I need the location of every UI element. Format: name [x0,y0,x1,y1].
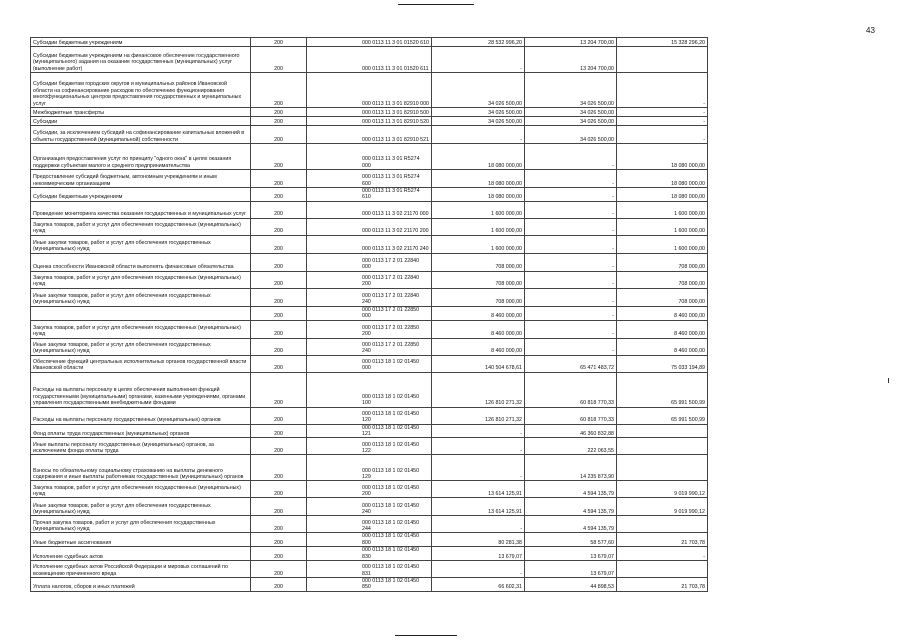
row-value-remaining: 21 703,78 [617,578,708,592]
row-code: 200 [251,38,307,47]
row-name: Проведение мониторинга качества оказания государственных и муниципальных услуг [31,201,251,218]
row-code: 200 [251,188,307,202]
row-value-approved: 28 532 996,20 [432,38,525,47]
row-code: 200 [251,355,307,372]
table-row [31,533,708,547]
row-code: 200 [251,306,307,320]
row-name: Межбюджетные трансферты [31,108,251,117]
row-name: Прочая закупка товаров, работ и услуг для обеспечения государственных (муниципальных) нужд [31,516,251,533]
table-row [31,355,708,372]
row-kcsr: 000 0113 11 3 01 R5274 610 [307,188,432,202]
row-value-remaining [617,455,708,481]
row-value-approved: - [432,126,525,144]
row-value-executed: 4 594 135,79 [525,481,617,498]
row-value-approved: 34 026 500,00 [432,108,525,117]
table-row [31,306,708,320]
row-code: 200 [251,547,307,561]
row-value-approved: 1 600 000,00 [432,201,525,218]
row-value-remaining [617,438,708,455]
row-kcsr: 000 0113 11 3 01 R5274 600 [307,170,432,188]
table-row [31,235,708,253]
margin-mark [888,378,889,383]
row-value-executed: - [525,306,617,320]
row-value-remaining: 8 460 000,00 [617,306,708,320]
row-code: 200 [251,47,307,73]
row-value-executed: - [525,144,617,170]
table-row [31,438,708,455]
table-row [31,288,708,306]
row-value-remaining: 1 600 000,00 [617,235,708,253]
table-row [31,218,708,235]
row-name: Фонд оплаты труда государственных (муниципальных) органов [31,424,251,438]
table-row [31,481,708,498]
row-value-approved: 13 679,07 [432,547,525,561]
row-code: 200 [251,108,307,117]
row-name: Иные закупки товаров, работ и услуг для обеспечения государственных (муниципальных) нужд [31,288,251,306]
row-code: 200 [251,126,307,144]
row-value-remaining: - [617,73,708,108]
table-row [31,126,708,144]
table-row [31,117,708,126]
row-code: 200 [251,516,307,533]
row-kcsr: 000 0113 18 1 02 01450 800 [307,533,432,547]
table-row [31,253,708,271]
row-value-remaining [617,516,708,533]
row-kcsr: 000 0113 11 3 01 01520 611 [307,47,432,73]
row-value-remaining: 65 991 500,99 [617,407,708,424]
table-row [31,372,708,407]
row-kcsr: 000 0113 18 1 02 01450 000 [307,355,432,372]
row-code: 200 [251,235,307,253]
row-kcsr: 000 0113 18 1 02 01450 121 [307,424,432,438]
row-value-approved: - [432,516,525,533]
row-name: Организация предоставления услуг по принципу "одного окна" в целях оказания поддержки субъектам малого и среднего предпринимательства [31,144,251,170]
row-value-executed: 34 026 500,00 [525,126,617,144]
table-row [31,38,708,47]
row-value-remaining: 18 080 000,00 [617,170,708,188]
row-value-remaining: 1 600 000,00 [617,201,708,218]
row-value-approved: 8 460 000,00 [432,338,525,355]
row-name: Расходы на выплаты персоналу в целях обеспечения выполнения функций государственными (муниципальными) органами, казенными учреждениями, органами управления государственными внебюджетными фондами [31,372,251,407]
table-row [31,338,708,355]
row-kcsr: 000 0113 17 2 01 22850 000 [307,306,432,320]
row-value-approved: 34 026 500,00 [432,117,525,126]
row-name: Субсидии бюджетам городских округов и муниципальных районов Ивановской области на софинансирование расходов по обеспечению функционирования многофункциональных центров предоставления государственных и муниципальных услуг [31,73,251,108]
row-name: Субсидии бюджетным учреждениям на финансовое обеспечение государственного (муниципального) задания на оказание государственных (муниципальных) услуг (выполнение работ) [31,47,251,73]
row-kcsr: 000 0113 17 2 01 22850 200 [307,320,432,338]
row-value-executed: 60 818 770,33 [525,407,617,424]
row-value-approved: 18 080 000,00 [432,144,525,170]
table-row [31,320,708,338]
row-value-executed: 13 204 700,00 [525,47,617,73]
row-value-approved: 708 000,00 [432,288,525,306]
row-value-executed: 14 235 873,90 [525,455,617,481]
row-kcsr: 000 0113 11 3 01 01520 610 [307,38,432,47]
row-value-approved: 126 810 271,32 [432,407,525,424]
row-code: 200 [251,288,307,306]
row-name: Исполнение судебных актов [31,547,251,561]
row-code: 200 [251,73,307,108]
row-value-executed: - [525,338,617,355]
row-name: Иные закупки товаров, работ и услуг для обеспечения государственных (муниципальных) нужд [31,498,251,516]
row-value-approved: 708 000,00 [432,271,525,288]
row-name: Иные бюджетные ассигнования [31,533,251,547]
row-value-remaining: 708 000,00 [617,253,708,271]
row-value-remaining: 75 033 194,89 [617,355,708,372]
row-code: 200 [251,372,307,407]
row-name: Субсидии бюджетным учреждениям [31,38,251,47]
row-value-remaining: - [617,547,708,561]
row-value-executed: - [525,218,617,235]
row-kcsr: 000 0113 11 3 02 21170 240 [307,235,432,253]
row-value-remaining: 65 991 500,99 [617,372,708,407]
row-kcsr: 000 0113 18 1 02 01450 830 [307,547,432,561]
row-code: 200 [251,498,307,516]
footer-rule [395,635,457,636]
row-kcsr: 000 0113 11 3 02 21170 200 [307,218,432,235]
row-value-remaining [617,424,708,438]
row-kcsr: 000 0113 18 1 02 01450 200 [307,481,432,498]
row-code: 200 [251,578,307,592]
table-row [31,108,708,117]
table-row [31,578,708,592]
row-value-approved: 18 080 000,00 [432,170,525,188]
row-value-approved: 13 614 125,91 [432,498,525,516]
row-value-executed: 34 026 500,00 [525,73,617,108]
row-value-approved: 13 614 125,91 [432,481,525,498]
row-kcsr: 000 0113 11 3 01 R5274 000 [307,144,432,170]
row-value-approved: 80 281,38 [432,533,525,547]
row-value-approved: 8 460 000,00 [432,306,525,320]
row-code: 200 [251,481,307,498]
header-rule [398,4,474,5]
row-value-approved: - [432,561,525,578]
row-kcsr: 000 0113 17 2 01 22840 000 [307,253,432,271]
page-number: 43 [866,26,875,35]
row-name: Оценка способности Ивановской области выполнять финансовые обязательства [31,253,251,271]
row-value-approved: 66 602,31 [432,578,525,592]
row-value-approved: 1 600 000,00 [432,218,525,235]
row-value-executed: - [525,188,617,202]
row-kcsr: 000 0113 18 1 02 01450 850 [307,578,432,592]
row-kcsr: 000 0113 18 1 02 01450 129 [307,455,432,481]
row-name: Взносы по обязательному социальному страхованию на выплаты денежного содержания и иные выплаты работникам государственных (муниципальных) органов [31,455,251,481]
row-name: Предоставление субсидий бюджетным, автономным учреждениям и иным некоммерческим организациям [31,170,251,188]
row-value-remaining: 21 703,78 [617,533,708,547]
row-name: Иные закупки товаров, работ и услуг для обеспечения государственных (муниципальных) нужд [31,235,251,253]
row-code: 200 [251,438,307,455]
row-code: 200 [251,407,307,424]
row-value-executed: 4 594 135,79 [525,498,617,516]
row-name: Исполнение судебных актов Российской Федерации и мировых соглашений по возмещению причиненного вреда [31,561,251,578]
row-value-approved: 34 026 500,00 [432,73,525,108]
row-kcsr: 000 0113 18 1 02 01450 100 [307,372,432,407]
row-name: Субсидии, за исключением субсидий на софинансирование капитальных вложений в объекты государственной (муниципальной) собственности [31,126,251,144]
table-row [31,547,708,561]
row-value-executed: 65 471 483,72 [525,355,617,372]
row-code: 200 [251,117,307,126]
row-kcsr: 000 0113 17 2 01 22840 240 [307,288,432,306]
row-value-approved: - [432,424,525,438]
table-body [31,38,708,592]
row-value-executed: 13 204 700,00 [525,38,617,47]
row-value-executed: 34 026 500,00 [525,108,617,117]
row-name: Закупка товаров, работ и услуг для обеспечения государственных (муниципальных) нужд [31,271,251,288]
row-value-approved: 18 080 000,00 [432,188,525,202]
row-value-executed: - [525,288,617,306]
row-kcsr: 000 0113 18 1 02 01450 120 [307,407,432,424]
table-row [31,407,708,424]
row-kcsr: 000 0113 18 1 02 01450 122 [307,438,432,455]
row-value-executed: 58 577,60 [525,533,617,547]
row-value-executed: 46 360 832,88 [525,424,617,438]
row-name: Иные закупки товаров, работ и услуг для обеспечения государственных (муниципальных) нужд [31,338,251,355]
row-code: 200 [251,218,307,235]
row-code: 200 [251,455,307,481]
row-kcsr: 000 0113 11 3 02 21170 000 [307,201,432,218]
row-code: 200 [251,561,307,578]
table-row [31,516,708,533]
row-value-approved: - [432,455,525,481]
row-kcsr: 000 0113 18 1 02 01450 244 [307,516,432,533]
table-row [31,561,708,578]
row-name: Уплата налогов, сборов и иных платежей [31,578,251,592]
row-value-remaining [617,47,708,73]
table-row [31,271,708,288]
row-code: 200 [251,201,307,218]
row-value-approved: 126 810 271,32 [432,372,525,407]
row-kcsr: 000 0113 17 2 01 22850 240 [307,338,432,355]
budget-table [30,37,708,592]
row-value-remaining: - [617,126,708,144]
row-value-executed: - [525,320,617,338]
row-value-executed: 222 063,55 [525,438,617,455]
table-row [31,424,708,438]
row-value-executed: 13 679,07 [525,547,617,561]
row-code: 200 [251,320,307,338]
row-value-remaining: 8 460 000,00 [617,338,708,355]
row-value-approved: 8 460 000,00 [432,320,525,338]
row-value-executed: - [525,271,617,288]
row-name: Закупка товаров, работ и услуг для обеспечения государственных (муниципальных) нужд [31,320,251,338]
row-value-remaining: 708 000,00 [617,271,708,288]
row-value-remaining: 18 080 000,00 [617,144,708,170]
table-row [31,188,708,202]
row-code: 200 [251,533,307,547]
row-code: 200 [251,253,307,271]
table-row [31,47,708,73]
row-value-executed: - [525,253,617,271]
row-value-executed: - [525,201,617,218]
table-row [31,455,708,481]
row-value-remaining: 8 460 000,00 [617,320,708,338]
row-value-executed: 34 026 500,00 [525,117,617,126]
row-name: Закупка товаров, работ и услуг для обеспечения государственных (муниципальных) нужд [31,218,251,235]
row-kcsr: 000 0113 11 3 01 82910 520 [307,117,432,126]
row-code: 200 [251,144,307,170]
row-value-remaining: - [617,117,708,126]
row-name: Субсидии [31,117,251,126]
row-code: 200 [251,170,307,188]
row-value-remaining: 708 000,00 [617,288,708,306]
table-row [31,498,708,516]
row-value-remaining: 9 019 990,12 [617,498,708,516]
row-value-approved: 708 000,00 [432,253,525,271]
row-code: 200 [251,271,307,288]
table-row [31,170,708,188]
row-name: Закупка товаров, работ и услуг для обеспечения государственных (муниципальных) нужд [31,481,251,498]
row-kcsr: 000 0113 11 3 01 82910 500 [307,108,432,117]
row-value-executed: 4 594 135,79 [525,516,617,533]
row-value-executed: - [525,235,617,253]
row-kcsr: 000 0113 18 1 02 01450 240 [307,498,432,516]
row-name [31,306,251,320]
row-value-executed: 13 679,07 [525,561,617,578]
row-name: Иные выплаты персоналу государственных (муниципальных) органов, за исключением фонда оплаты труда [31,438,251,455]
row-code: 200 [251,424,307,438]
row-value-approved: 140 504 678,61 [432,355,525,372]
table-row [31,144,708,170]
row-value-remaining: - [617,108,708,117]
row-name: Расходы на выплаты персоналу государственных (муниципальных) органов [31,407,251,424]
row-value-executed: 60 818 770,33 [525,372,617,407]
row-code: 200 [251,338,307,355]
row-value-remaining: 15 328 296,20 [617,38,708,47]
row-kcsr: 000 0113 11 3 01 82910 521 [307,126,432,144]
row-kcsr: 000 0113 18 1 02 01450 831 [307,561,432,578]
row-value-remaining [617,561,708,578]
row-value-executed: - [525,170,617,188]
table-row [31,201,708,218]
row-value-remaining: 9 019 990,12 [617,481,708,498]
row-value-executed: 44 898,53 [525,578,617,592]
table-row [31,73,708,108]
row-value-approved: - [432,47,525,73]
row-kcsr: 000 0113 11 3 01 82910 000 [307,73,432,108]
row-value-approved: - [432,438,525,455]
row-kcsr: 000 0113 17 2 01 22840 200 [307,271,432,288]
row-name: Субсидии бюджетным учреждениям [31,188,251,202]
row-value-remaining: 18 080 000,00 [617,188,708,202]
row-value-approved: 1 600 000,00 [432,235,525,253]
row-name: Обеспечение функций центральных исполнительных органов государственной власти Ивановской области [31,355,251,372]
row-value-remaining: 1 600 000,00 [617,218,708,235]
